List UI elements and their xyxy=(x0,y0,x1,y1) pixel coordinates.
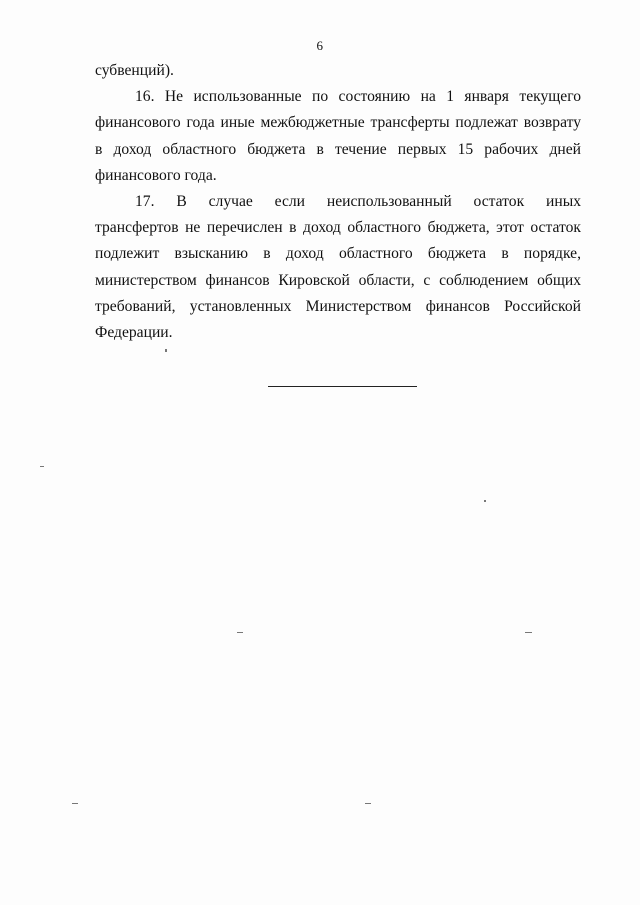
paragraph-16-line-3: в доход областного бюджета в течение первых 15 рабочих дней xyxy=(95,140,581,158)
scan-speck xyxy=(525,632,532,633)
paragraph-16-line-1: 16. Не использованные по состоянию на 1 января текущего xyxy=(135,88,581,106)
paragraph-17-line-4: министерством финансов Кировской области, с соблюдением общих xyxy=(95,271,581,289)
scan-speck xyxy=(365,803,371,804)
paragraph-16-line-2: финансового года иные межбюджетные трансферты подлежат возврату xyxy=(95,114,581,132)
closing-divider-line xyxy=(268,386,417,387)
paragraph-17-line-5: требований, установленных Министерством финансов Российской xyxy=(95,297,581,315)
text-line-continuation: субвенций). xyxy=(95,62,174,79)
scan-speck xyxy=(72,803,78,804)
paragraph-16-line-4: финансового года. xyxy=(95,166,217,184)
paragraph-17-line-3: подлежит взысканию в доход областного бюджета в порядке, xyxy=(95,245,581,263)
document-body xyxy=(95,58,581,346)
scan-speck xyxy=(165,349,167,352)
scan-speck xyxy=(40,466,44,467)
scan-speck xyxy=(484,500,486,502)
page-number: 6 xyxy=(316,38,324,53)
paragraph-17-line-2: трансфертов не перечислен в доход областного бюджета, этот остаток xyxy=(95,219,581,237)
scan-speck xyxy=(237,632,243,633)
paragraph-17-line-6: Федерации. xyxy=(95,323,173,341)
paragraph-17-line-1: 17. В случае если неиспользованный остаток иных xyxy=(135,192,581,210)
